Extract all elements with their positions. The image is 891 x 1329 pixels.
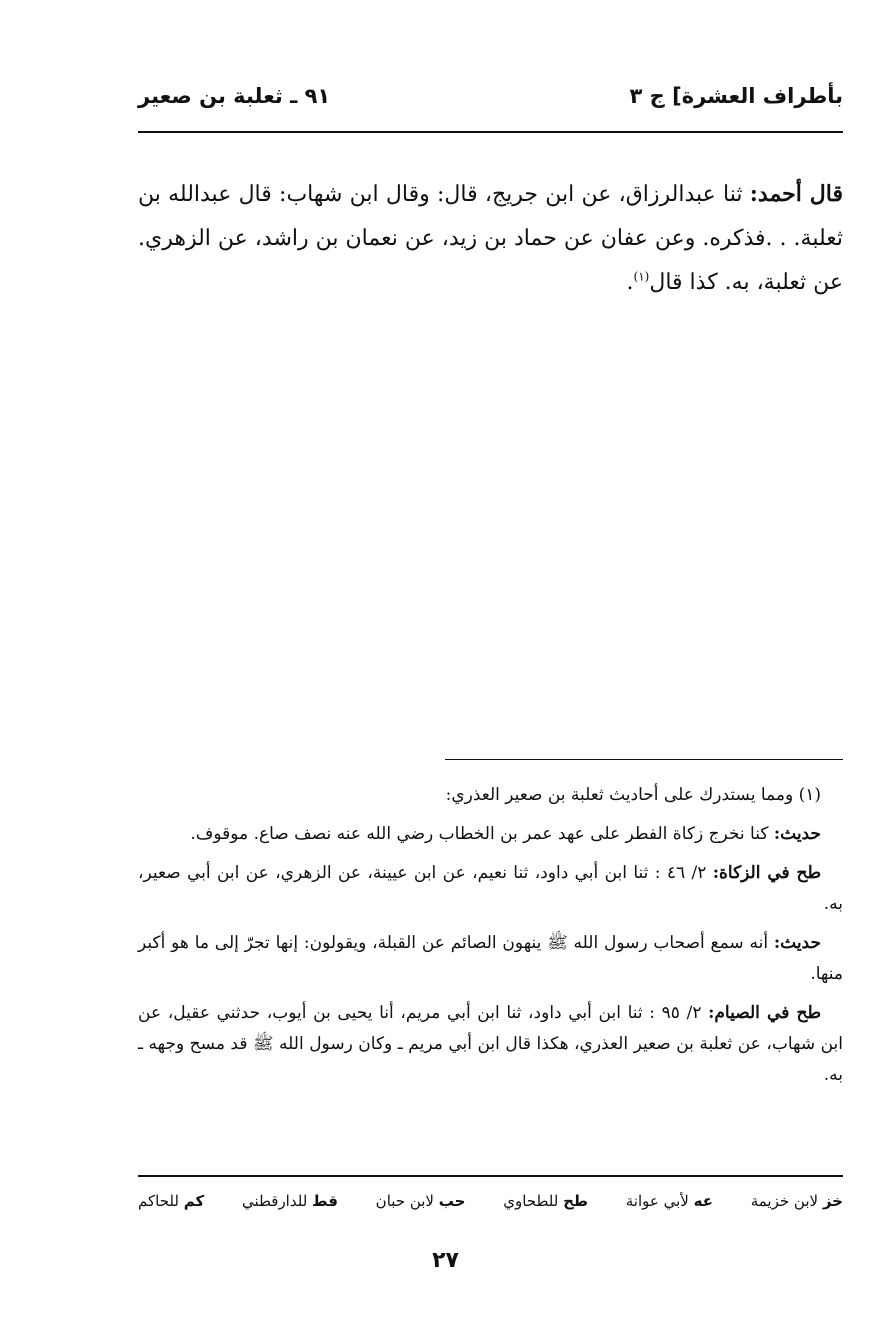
footnote-text: أنه سمع أصحاب رسول الله ﷺ ينهون الصائم عن القبلة، ويقولون: إنها تجرّ إلى ما هو أكبر منها.	[138, 933, 843, 984]
footnote-text: كنا نخرج زكاة الفطر على عهد عمر بن الخطاب رضي الله عنه نصف صاع. موقوف.	[190, 824, 774, 844]
footnote-separator	[445, 759, 843, 760]
footnote-label: طح في الصيام:	[708, 1003, 821, 1023]
abbreviation-item	[376, 1192, 466, 1210]
main-text-end: .	[626, 270, 634, 295]
page-number: ٢٧	[432, 1248, 459, 1273]
header-chapter-title: ٩١ ـ ثعلبة بن صعير	[138, 84, 331, 108]
header-rule	[138, 131, 843, 133]
running-header	[138, 84, 843, 124]
main-text-body: ثنا عبدالرزاق، عن ابن جريج، قال: وقال ابن شهاب: قال عبدالله بن ثعلبة. . .فذكره. وعن عفان عن حماد بن زيد، عن نعمان بن راشد، عن الزهري. عن ثعلبة، به. كذا قال	[138, 182, 843, 295]
footnote-label: طح في الزكاة:	[712, 863, 822, 883]
abbreviation-code: عه	[693, 1192, 713, 1210]
abbreviation-code: خز	[822, 1192, 843, 1210]
abbreviation-code: طح	[563, 1192, 589, 1210]
footnote-reference: (١)	[633, 269, 650, 284]
abbreviation-text: للدارقطني	[241, 1192, 308, 1210]
abbreviation-item	[138, 1192, 204, 1210]
footer-rule	[138, 1175, 843, 1177]
footnote-label: حديث:	[773, 824, 821, 844]
main-text-lead: قال أحمد:	[749, 181, 844, 207]
footnote-paragraph	[138, 819, 843, 850]
abbreviation-item	[503, 1192, 588, 1210]
footnote-text: ٢/ ٤٦ : ثنا ابن أبي داود، ثنا نعيم، عن ابن عيينة، عن الزهري، عن ابن أبي صعير، به.	[138, 863, 843, 914]
abbreviation-item	[751, 1192, 843, 1210]
abbreviation-text: لأبي عوانة	[625, 1192, 689, 1210]
footnote-intro: (١) ومما يستدرك على أحاديث ثعلبة بن صعير العذري:	[445, 785, 821, 805]
abbreviation-text: لابن خزيمة	[750, 1192, 819, 1210]
abbreviation-code: كم	[183, 1192, 205, 1210]
abbreviation-code: حب	[438, 1192, 466, 1210]
footnotes	[138, 780, 843, 1099]
abbreviation-code: قط	[312, 1192, 338, 1210]
abbreviation-key	[138, 1192, 843, 1210]
footnote-paragraph	[138, 928, 843, 990]
abbreviation-item	[626, 1192, 713, 1210]
abbreviation-text: لابن حبان	[375, 1192, 434, 1210]
footnote-paragraph	[138, 998, 843, 1091]
footnote-paragraph	[138, 858, 843, 920]
main-text	[138, 172, 843, 305]
abbreviation-item	[242, 1192, 338, 1210]
abbreviation-text: للطحاوي	[503, 1192, 559, 1210]
footnote-label: حديث:	[773, 933, 821, 953]
abbreviation-text: للحاكم	[138, 1192, 179, 1210]
header-book-title: بأطراف العشرة] ج ٣	[629, 84, 843, 108]
footnote-text: ٢/ ٩٥ : ثنا ابن أبي داود، ثنا ابن أبي مريم، أنا يحيى بن أيوب، حدثني عقيل، عن ابن شهاب، عن ثعلبة بن صعير العذري، هكذا قال ابن أبي مريم ـ وكان رسول الله ﷺ قد مسح وجهه ـ به.	[138, 1003, 843, 1085]
